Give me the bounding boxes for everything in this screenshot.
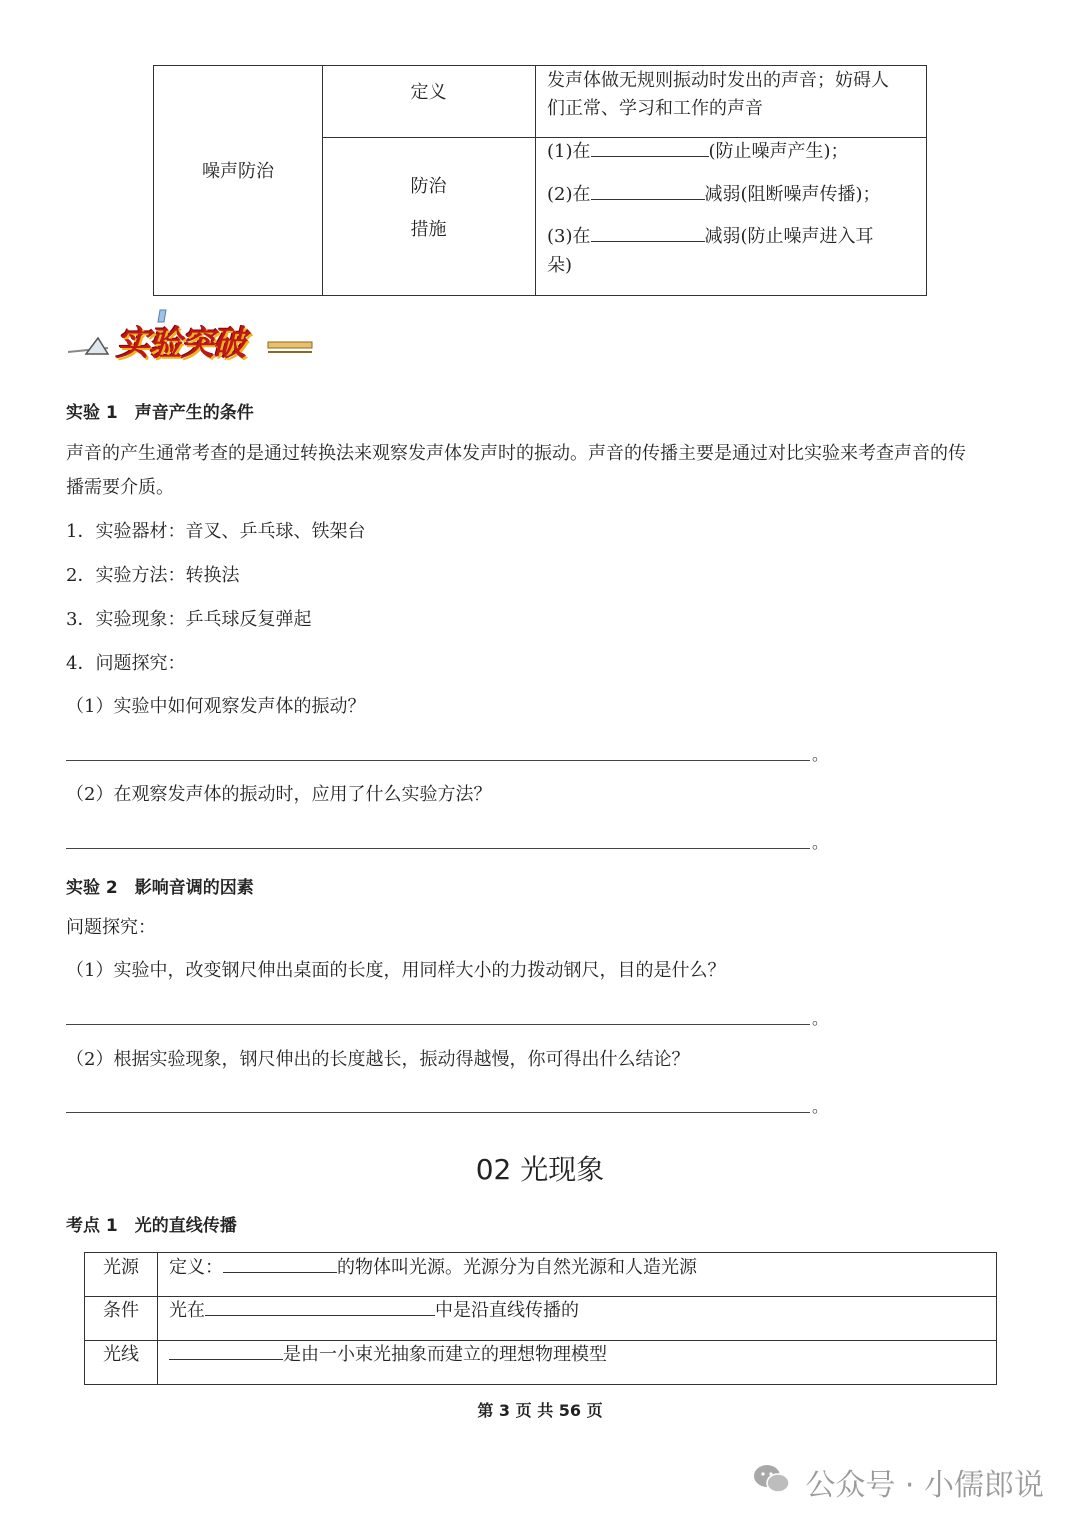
list-item: 4．问题探究：	[66, 653, 186, 674]
wechat-icon	[752, 1462, 792, 1496]
question: （2）根据实验现象，钢尺伸出的长度越长，振动得越慢，你可得出什么结论？	[66, 1049, 690, 1070]
experiment-1-intro-line-2: 播需要介质。	[66, 477, 174, 498]
list-item: 2．实验方法：转换法	[66, 565, 240, 586]
table-row-content: 光在 中是沿直线传播的	[169, 1296, 579, 1325]
period: 。	[812, 1097, 829, 1116]
table-row-content: 是由一小束光抽象而建立的理想物理模型	[169, 1340, 607, 1369]
period: 。	[812, 1009, 829, 1028]
measure-1: (1)在 (防止噪声产生)；	[547, 137, 849, 166]
measure-2: (2)在 减弱(阻断噪声传播)；	[547, 180, 881, 209]
definition-text-line-1: 发声体做无规则振动时发出的声音；妨碍人	[547, 70, 889, 91]
experiment-2-title: 实验 2 影响音调的因素	[66, 878, 254, 898]
table-row-content: 定义： 的物体叫光源。光源分为自然光源和人造光源	[169, 1253, 697, 1282]
table-divider	[535, 66, 536, 295]
table-row-label: 条件	[103, 1300, 139, 1321]
table-divider	[157, 1253, 158, 1384]
fill-blank[interactable]	[591, 223, 705, 242]
topic-cell: 噪声防治	[202, 161, 274, 182]
question: （1）实验中，改变钢尺伸出桌面的长度，用同样大小的力拨动钢尺，目的是什么？	[66, 960, 726, 981]
table-row-label: 光源	[103, 1257, 139, 1278]
fill-blank[interactable]	[591, 181, 705, 200]
period: 。	[812, 833, 829, 852]
answer-line[interactable]	[66, 848, 810, 849]
period: 。	[812, 745, 829, 764]
measures-label-1: 防治	[410, 176, 447, 197]
measure-3-wrap: 朵)	[547, 255, 573, 276]
question: （2）在观察发声体的振动时，应用了什么实验方法？	[66, 784, 492, 805]
answer-line[interactable]	[66, 1112, 810, 1113]
fill-blank[interactable]	[223, 1254, 337, 1273]
answer-line[interactable]	[66, 760, 810, 761]
experiment-1-intro-line-1: 声音的产生通常考查的是通过转换法来观察发声体发声时的振动。声音的传播主要是通过对比实验来考查声音的传	[66, 443, 966, 464]
question: （1）实验中如何观察发声体的振动？	[66, 696, 366, 717]
kaodian-1-title: 考点 1 光的直线传播	[66, 1216, 237, 1236]
measures-label-2: 措施	[410, 219, 447, 240]
fill-blank[interactable]	[205, 1297, 435, 1316]
measure-3: (3)在 减弱(防止噪声进入耳	[547, 222, 874, 251]
answer-line[interactable]	[66, 1024, 810, 1025]
noise-table	[153, 65, 927, 296]
fill-blank[interactable]	[169, 1341, 283, 1360]
table-row-label: 光线	[103, 1344, 139, 1365]
experiment-1-title: 实验 1 声音产生的条件	[66, 403, 254, 423]
section-title: 02 光现象	[475, 1153, 605, 1186]
watermark: 公众号 · 小儒郎说	[805, 1468, 1044, 1503]
experiment-breakthrough-badge	[68, 308, 316, 372]
definition-label: 定义	[410, 82, 447, 103]
page-footer: 第 3 页 共 56 页	[477, 1401, 603, 1420]
experiment-2-label: 问题探究：	[66, 917, 156, 938]
list-item: 1．实验器材：音叉、乒乓球、铁架台	[66, 521, 366, 542]
badge-text: 实验突破	[116, 324, 244, 364]
definition-text-line-2: 们正常、学习和工作的声音	[547, 98, 763, 119]
fill-blank[interactable]	[591, 138, 709, 157]
light-table	[84, 1252, 997, 1385]
list-item: 3．实验现象：乒乓球反复弹起	[66, 609, 312, 630]
